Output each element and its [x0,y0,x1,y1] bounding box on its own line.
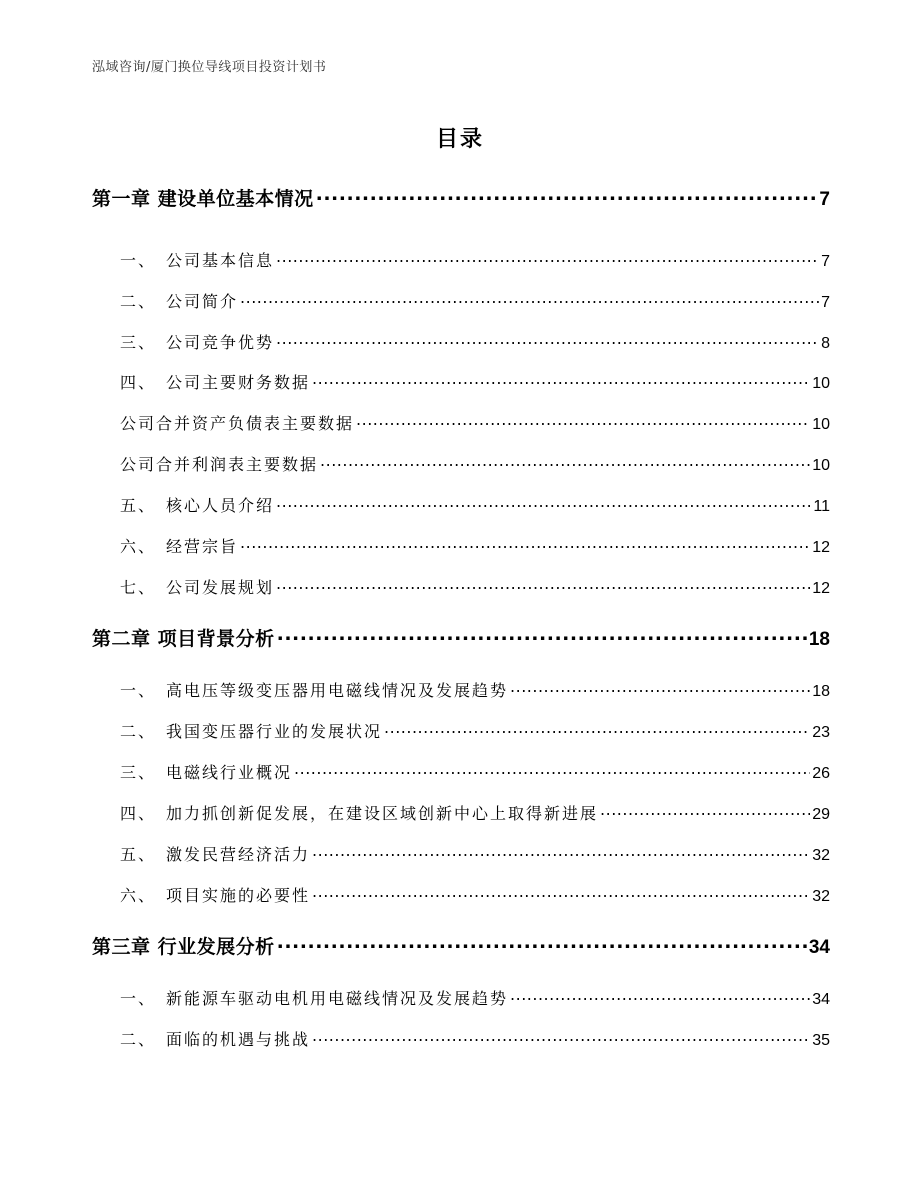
toc-entry-label: 项目实施的必要性 [166,886,311,905]
toc-page-number: 10 [812,457,830,474]
toc-leader-dots [384,721,810,737]
toc-entry-number: 六、 [120,886,157,905]
toc-entry[interactable] [92,534,830,557]
toc-entry-label: 我国变压器行业的发展状况 [166,722,383,741]
toc-entry-number: 六、 [120,537,157,556]
toc-entry[interactable] [92,760,830,783]
toc-entry[interactable] [92,411,830,434]
toc-page-number: 35 [812,1032,830,1049]
toc-entry[interactable] [92,719,830,742]
toc-entry[interactable] [92,370,830,393]
toc-page-number: 34 [812,991,830,1008]
toc-leader-dots [312,372,810,388]
toc-entry[interactable] [92,493,830,516]
toc-page-number: 32 [812,847,830,864]
running-header: 泓域咨询/厦门换位导线项目投资计划书 [92,60,327,75]
toc-entry-label: 公司发展规划 [166,578,275,597]
toc-leader-dots [510,988,810,1004]
toc-entry-label: 经营宗旨 [166,537,239,556]
toc-entry-label: 电磁线行业概况 [166,763,293,782]
toc-entry[interactable] [92,575,830,598]
toc-page-number: 12 [812,580,830,597]
toc-entry-label: 公司合并资产负债表主要数据 [120,414,355,433]
toc-page-number: 12 [812,539,830,556]
toc-leader-dots [276,577,810,593]
toc-leader-dots [320,454,810,470]
toc-page-number: 11 [813,498,830,515]
toc-page-number: 29 [812,806,830,823]
toc-entry-number: 二、 [120,292,157,311]
toc-entry[interactable] [92,248,830,271]
toc-chapter-label: 第二章 项目背景分析 [92,628,275,650]
toc-page-number: 18 [812,683,830,700]
toc-entry[interactable] [92,883,830,906]
toc-chapter-1[interactable] [92,184,830,211]
toc-leader-dots [240,536,810,552]
toc-entry[interactable] [92,678,830,701]
toc-entry-label: 高电压等级变压器用电磁线情况及发展趋势 [166,681,509,700]
toc-entry-number: 二、 [120,1030,157,1049]
toc-leader-dots [312,1029,810,1045]
toc-entry[interactable] [92,289,830,312]
toc-entry[interactable] [92,842,830,865]
toc-entry-label: 公司竞争优势 [166,333,275,352]
toc-leader-dots [600,803,810,819]
toc-page-number: 34 [808,937,830,958]
toc-leader-dots [276,332,819,348]
toc-page-number: 7 [821,294,830,311]
toc-entry-number: 三、 [120,333,157,352]
toc-page-number: 10 [812,375,830,392]
toc-leader-dots [510,680,810,696]
toc-entry[interactable] [92,801,830,824]
toc-page-number: 32 [812,888,830,905]
toc-entry[interactable] [92,452,830,475]
toc-entry[interactable] [92,986,830,1009]
toc-page-number: 23 [812,724,830,741]
toc-chapter-label: 第三章 行业发展分析 [92,936,275,958]
toc-entry-number: 一、 [120,681,157,700]
toc-entry-number: 四、 [120,373,157,392]
toc-entry-number: 四、 [120,804,157,823]
toc-leader-dots [294,762,810,778]
toc-page-number: 10 [812,416,830,433]
toc-entry-label: 公司主要财务数据 [166,373,311,392]
toc-leader-dots [312,885,810,901]
toc-entry-number: 五、 [120,496,157,515]
toc-leader-dots [276,495,811,511]
toc-leader-dots [312,844,810,860]
toc-page-number: 26 [812,765,830,782]
toc-entry-label: 新能源车驱动电机用电磁线情况及发展趋势 [166,989,509,1008]
toc-entry-label: 公司合并利润表主要数据 [120,455,319,474]
toc-leader-dots [316,186,818,205]
toc-leader-dots [240,291,819,307]
toc-page-number: 7 [821,253,830,270]
toc-title: 目录 [435,127,484,152]
toc-entry[interactable] [92,1027,830,1050]
toc-chapter-2[interactable] [92,624,830,651]
toc-leader-dots [277,934,807,953]
toc-entry-label: 面临的机遇与挑战 [166,1030,311,1049]
header-rule [92,80,828,81]
toc-entry-number: 五、 [120,845,157,864]
toc-entry-number: 三、 [120,763,157,782]
toc-entry-label: 激发民营经济活力 [166,845,311,864]
toc-entry-number: 七、 [120,578,157,597]
toc-chapter-label: 第一章 建设单位基本情况 [92,188,314,210]
toc-chapter-3[interactable] [92,932,830,959]
toc-leader-dots [276,250,819,266]
toc-entry-label: 公司简介 [166,292,239,311]
toc-entry-label: 公司基本信息 [166,251,275,270]
toc-entry-label: 加力抓创新促发展，在建设区域创新中心上取得新进展 [166,804,599,823]
toc-entry[interactable] [92,330,830,353]
toc-entry-number: 一、 [120,989,157,1008]
toc-page-number: 7 [819,189,830,210]
toc-entry-number: 二、 [120,722,157,741]
toc-page-number: 8 [821,335,830,352]
toc-leader-dots [356,413,810,429]
toc-entry-label: 核心人员介绍 [166,496,275,515]
toc-page-number: 18 [808,629,830,650]
toc-leader-dots [277,626,807,645]
toc-entry-number: 一、 [120,251,157,270]
